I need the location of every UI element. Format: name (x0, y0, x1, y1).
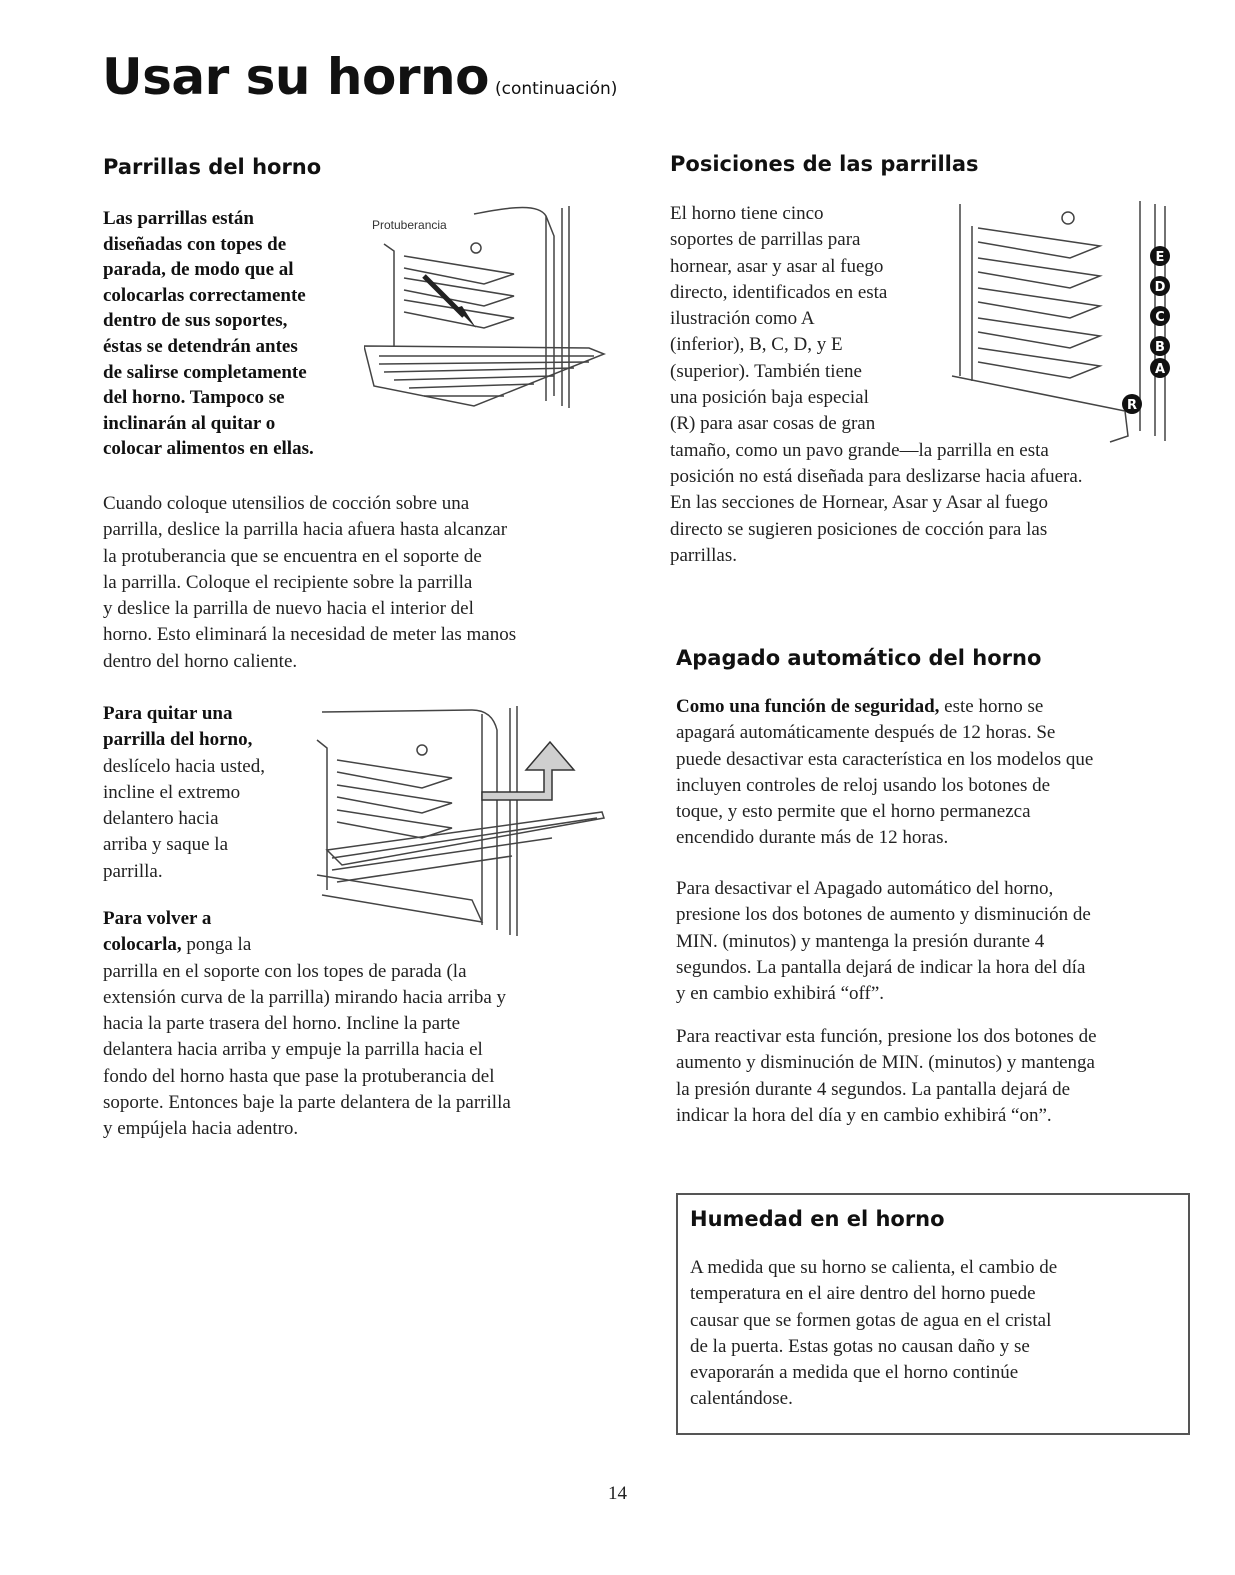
page-number: 14 (608, 1483, 627, 1504)
replace-rack-line: extensión curva de la parrilla) mirando hacia arriba y (103, 986, 507, 1008)
racks-lead-line: colocar alimentos en ellas. (103, 438, 314, 460)
replace-rack-line: soporte. Entonces baje la parte delantera de la parrilla (103, 1092, 511, 1114)
auto-off-p3-line: indicar la hora del día y en cambio exhibirá “on”. (676, 1104, 1052, 1126)
auto-off-p3-line: Para reactivar esta función, presione los dos botones de (676, 1026, 1097, 1047)
page-title (102, 48, 617, 106)
page-title-text: Usar su horno (102, 48, 489, 106)
humidity-line: evaporarán a medida que el horno continúe (690, 1362, 1019, 1384)
auto-off-p2-line: presione los dos botones de aumento y disminución de (676, 904, 1091, 926)
auto-off-first-rest: este horno se (939, 696, 1044, 717)
auto-off-bold: Como una función de seguridad, (676, 696, 940, 717)
racks-paragraph-line: parrilla, deslice la parrilla hacia afuera hasta alcanzar (103, 519, 508, 541)
auto-off-p2-line: segundos. La pantalla dejará de indicar la hora del día (676, 956, 1086, 978)
racks-lead-line: dentro de sus soportes, (103, 310, 288, 332)
racks-paragraph-line: Cuando coloque utensilios de cocción sobre una (103, 493, 470, 514)
remove-rack-paragraph (103, 701, 265, 885)
positions-line: En las secciones de Hornear, Asar y Asar al fuego (670, 492, 1049, 514)
auto-off-paragraph-3 (676, 1024, 1097, 1129)
positions-line: posición no está diseñada para deslizarse hacia afuera. (670, 465, 1083, 487)
humidity-line: causar que se formen gotas de agua en el cristal (690, 1309, 1052, 1331)
positions-line: El horno tiene cinco (670, 203, 824, 224)
positions-line: una posición baja especial (670, 387, 869, 409)
auto-off-paragraph-1 (676, 694, 1093, 852)
racks-paragraph-line: horno. Esto eliminará la necesidad de meter las manos (103, 624, 517, 646)
racks-lead-paragraph (103, 206, 314, 462)
remove-rack-line: incline el extremo (103, 781, 241, 803)
rack-label-r: R (1126, 398, 1138, 413)
humidity-paragraph (690, 1255, 1057, 1413)
racks-lead-line: Las parrillas están (103, 208, 254, 229)
positions-line: soportes de parrillas para (670, 229, 861, 251)
auto-off-line: encendido durante más de 12 horas. (676, 827, 949, 849)
section-heading-humidity: Humedad en el horno (690, 1207, 945, 1231)
racks-lead-line: de salirse completamente (103, 361, 307, 383)
rack-label-a: A (1154, 362, 1166, 377)
remove-rack-bold: Para quitar una (103, 703, 233, 724)
auto-off-p3-line: aumento y disminución de MIN. (minutos) y mantenga (676, 1052, 1095, 1074)
positions-line: (R) para asar cosas de gran (670, 413, 876, 435)
auto-off-line: apagará automáticamente después de 12 horas. Se (676, 722, 1056, 744)
replace-rack-line: fondo del horno hasta que pase la protuberancia del (103, 1065, 495, 1087)
remove-rack-line: deslícelo hacia usted, (103, 755, 265, 777)
humidity-line: de la puerta. Estas gotas no causan daño y se (690, 1335, 1030, 1357)
remove-rack-bold: parrilla del horno, (103, 729, 253, 751)
rack-label-d: D (1154, 280, 1166, 295)
humidity-line: calentándose. (690, 1388, 793, 1410)
racks-paragraph (103, 491, 516, 675)
section-heading-positions: Posiciones de las parrillas (670, 152, 979, 176)
racks-lead-line: parada, de modo que al (103, 259, 294, 281)
protrusion-label: Protuberancia (372, 218, 447, 232)
replace-rack-line: y empújela hacia adentro. (103, 1118, 299, 1140)
replace-rack-line: hacia la parte trasera del horno. Incline la parte (103, 1013, 461, 1035)
positions-line: directo se sugieren posiciones de cocción para las (670, 518, 1048, 540)
rack-positions-illustration (950, 196, 1185, 446)
rack-stop-illustration (364, 196, 622, 428)
racks-lead-line: éstas se detendrán antes (103, 335, 298, 357)
racks-paragraph-line: y deslice la parrilla de nuevo hacia el interior del (103, 598, 474, 620)
replace-rack-first-rest: ponga la (181, 934, 252, 956)
racks-paragraph-line: la parrilla. Coloque el recipiente sobre la parrilla (103, 571, 473, 593)
rack-label-c: C (1155, 310, 1165, 325)
rack-position-badges (1122, 246, 1170, 414)
replace-rack-bold: colocarla, (103, 934, 182, 956)
racks-lead-line: del horno. Tampoco se (103, 387, 285, 409)
section-heading-auto-off: Apagado automático del horno (676, 646, 1042, 670)
positions-line: (superior). También tiene (670, 360, 862, 382)
positions-line: ilustración como A (670, 308, 815, 330)
auto-off-p3-line: la presión durante 4 segundos. La pantalla dejará de (676, 1078, 1071, 1100)
remove-rack-line: parrilla. (103, 860, 163, 882)
positions-line: (inferior), B, C, D, y E (670, 334, 843, 356)
humidity-line: A medida que su horno se calienta, el cambio de (690, 1257, 1058, 1278)
humidity-line: temperatura en el aire dentro del horno puede (690, 1283, 1036, 1305)
auto-off-paragraph-2 (676, 876, 1091, 1007)
positions-line: tamaño, como un pavo grande—la parrilla en esta (670, 439, 1049, 461)
positions-line: parrillas. (670, 544, 738, 566)
auto-off-p2-line: MIN. (minutos) y mantenga la presión durante 4 (676, 930, 1045, 952)
auto-off-line: toque, y esto permite que el horno permanezca (676, 801, 1031, 823)
racks-paragraph-line: dentro del horno caliente. (103, 650, 298, 672)
remove-rack-line: delantero hacia (103, 808, 219, 830)
rack-label-e: E (1155, 250, 1165, 265)
auto-off-line: incluyen controles de reloj usando los botones de (676, 774, 1051, 796)
positions-line: hornear, asar y asar al fuego (670, 255, 884, 277)
replace-rack-paragraph (103, 906, 511, 1143)
remove-rack-line: arriba y saque la (103, 834, 229, 856)
section-heading-racks: Parrillas del horno (103, 155, 322, 179)
auto-off-p2-line: y en cambio exhibirá “off”. (676, 983, 885, 1005)
racks-paragraph-line: la protuberancia que se encuentra en el soporte de (103, 545, 482, 567)
replace-rack-bold: Para volver a (103, 908, 212, 929)
racks-lead-line: inclinarán al quitar o (103, 412, 276, 434)
replace-rack-line: parrilla en el soporte con los topes de parada (la (103, 960, 467, 982)
racks-lead-line: diseñadas con topes de (103, 233, 287, 255)
auto-off-p2-line: Para desactivar el Apagado automático del horno, (676, 878, 1054, 899)
auto-off-line: puede desactivar esta característica en los modelos que (676, 748, 1094, 770)
positions-line: directo, identificados en esta (670, 281, 888, 303)
remove-rack-illustration (312, 700, 612, 940)
replace-rack-line: delantera hacia arriba y empuje la parrilla hacia el (103, 1039, 483, 1061)
racks-lead-line: colocarlas correctamente (103, 284, 306, 306)
rack-label-b: B (1155, 340, 1165, 355)
page-subtitle: (continuación) (494, 79, 618, 99)
